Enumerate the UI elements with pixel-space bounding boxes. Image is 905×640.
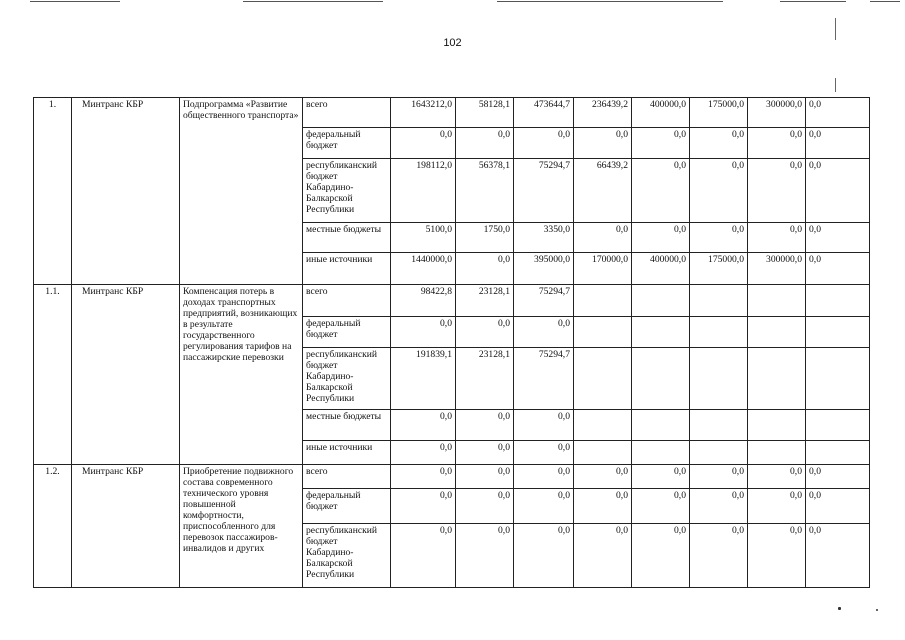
funding-source-cell: местные бюджеты (303, 410, 391, 441)
amount-cell: 0,0 (632, 128, 690, 159)
amount-cell: 0,0 (391, 465, 456, 489)
funding-source-cell: республиканский бюджет Кабардино-Балкарской Республики (303, 159, 391, 223)
amount-cell: 0,0 (748, 489, 806, 524)
amount-cell: 0,0 (806, 489, 870, 524)
amount-cell: 0,0 (632, 159, 690, 223)
amount-cell: 0,0 (806, 465, 870, 489)
funding-source-cell: республиканский бюджет Кабардино-Балкарской Республики (303, 524, 391, 588)
amount-cell (574, 441, 632, 465)
amount-cell: 0,0 (514, 410, 574, 441)
amount-cell (690, 348, 748, 410)
amount-cell: 98422,8 (391, 285, 456, 317)
executor-cell: Минтранс КБР (72, 465, 180, 588)
program-name-cell: Подпрограмма «Развитие общественного транспорта» (180, 98, 303, 285)
amount-cell: 23128,1 (456, 348, 514, 410)
amount-cell: 0,0 (514, 441, 574, 465)
scan-top-line (870, 1, 900, 2)
amount-cell: 0,0 (748, 524, 806, 588)
amount-cell: 0,0 (690, 223, 748, 253)
amount-cell: 0,0 (514, 317, 574, 348)
executor-cell: Минтранс КБР (72, 285, 180, 465)
amount-cell: 0,0 (391, 128, 456, 159)
amount-cell: 66439,2 (574, 159, 632, 223)
amount-cell (574, 317, 632, 348)
amount-cell: 0,0 (456, 253, 514, 285)
amount-cell: 0,0 (391, 410, 456, 441)
amount-cell: 23128,1 (456, 285, 514, 317)
amount-cell: 175000,0 (690, 253, 748, 285)
amount-cell (806, 348, 870, 410)
funding-source-cell: федеральный бюджет (303, 489, 391, 524)
amount-cell: 0,0 (456, 524, 514, 588)
amount-cell: 0,0 (456, 465, 514, 489)
amount-cell: 0,0 (456, 317, 514, 348)
scan-speck (838, 607, 841, 610)
amount-cell: 0,0 (456, 410, 514, 441)
amount-cell (632, 441, 690, 465)
amount-cell: 0,0 (574, 489, 632, 524)
amount-cell (748, 348, 806, 410)
item-number: 1.2. (34, 465, 72, 588)
scan-margin-mark (835, 78, 836, 92)
amount-cell (748, 317, 806, 348)
table-body (34, 98, 870, 588)
table-row (34, 465, 870, 489)
amount-cell: 0,0 (806, 159, 870, 223)
amount-cell: 0,0 (632, 524, 690, 588)
amount-cell (806, 285, 870, 317)
amount-cell (632, 317, 690, 348)
amount-cell: 0,0 (514, 489, 574, 524)
amount-cell (690, 285, 748, 317)
amount-cell: 175000,0 (690, 98, 748, 128)
amount-cell: 0,0 (748, 223, 806, 253)
amount-cell (806, 317, 870, 348)
amount-cell: 0,0 (574, 465, 632, 489)
funding-source-cell: федеральный бюджет (303, 128, 391, 159)
amount-cell: 0,0 (690, 159, 748, 223)
funding-table (33, 97, 870, 588)
item-number: 1.1. (34, 285, 72, 465)
funding-source-cell: местные бюджеты (303, 223, 391, 253)
amount-cell (632, 348, 690, 410)
funding-source-cell: всего (303, 98, 391, 128)
amount-cell: 400000,0 (632, 253, 690, 285)
amount-cell: 0,0 (632, 223, 690, 253)
funding-source-cell: республиканский бюджет Кабардино-Балкарской Республики (303, 348, 391, 410)
page-number: 102 (443, 37, 462, 49)
amount-cell: 0,0 (806, 524, 870, 588)
amount-cell: 0,0 (514, 524, 574, 588)
amount-cell: 0,0 (514, 128, 574, 159)
amount-cell: 0,0 (748, 159, 806, 223)
scan-top-line (497, 1, 723, 2)
amount-cell (748, 410, 806, 441)
amount-cell (632, 285, 690, 317)
amount-cell: 5100,0 (391, 223, 456, 253)
amount-cell: 75294,7 (514, 285, 574, 317)
amount-cell: 3350,0 (514, 223, 574, 253)
funding-source-cell: федеральный бюджет (303, 317, 391, 348)
amount-cell: 75294,7 (514, 348, 574, 410)
amount-cell: 0,0 (456, 441, 514, 465)
amount-cell: 0,0 (632, 465, 690, 489)
amount-cell: 0,0 (690, 489, 748, 524)
amount-cell (748, 285, 806, 317)
amount-cell (690, 317, 748, 348)
amount-cell: 0,0 (514, 465, 574, 489)
scan-top-line (243, 1, 383, 2)
table-row (34, 285, 870, 317)
scan-speck (876, 609, 878, 611)
amount-cell: 0,0 (574, 128, 632, 159)
amount-cell: 395000,0 (514, 253, 574, 285)
amount-cell: 170000,0 (574, 253, 632, 285)
item-number: 1. (34, 98, 72, 285)
funding-source-cell: иные источники (303, 441, 391, 465)
amount-cell: 0,0 (806, 128, 870, 159)
amount-cell: 236439,2 (574, 98, 632, 128)
amount-cell (632, 410, 690, 441)
amount-cell: 0,0 (391, 524, 456, 588)
amount-cell: 58128,1 (456, 98, 514, 128)
program-name-cell: Компенсация потерь в доходах транспортных предприятий, возникающих в результате государственного регулирования тарифов на пассажирские перевозки (180, 285, 303, 465)
amount-cell: 0,0 (391, 317, 456, 348)
amount-cell: 56378,1 (456, 159, 514, 223)
amount-cell: 0,0 (632, 489, 690, 524)
table-row (34, 98, 870, 128)
amount-cell (806, 441, 870, 465)
amount-cell: 0,0 (391, 489, 456, 524)
amount-cell (748, 441, 806, 465)
executor-cell: Минтранс КБР (72, 98, 180, 285)
scan-top-line (780, 1, 846, 2)
amount-cell (574, 410, 632, 441)
amount-cell: 300000,0 (748, 98, 806, 128)
amount-cell: 0,0 (748, 465, 806, 489)
amount-cell (690, 441, 748, 465)
amount-cell: 1750,0 (456, 223, 514, 253)
program-name-cell: Приобретение подвижного состава современного технического уровня повышенной комфортности, приспособленного для перевозок пассажиров-инвалидов и других (180, 465, 303, 588)
amount-cell: 0,0 (690, 524, 748, 588)
funding-source-cell: иные источники (303, 253, 391, 285)
amount-cell: 0,0 (391, 441, 456, 465)
amount-cell: 1440000,0 (391, 253, 456, 285)
amount-cell: 300000,0 (748, 253, 806, 285)
amount-cell: 0,0 (574, 223, 632, 253)
amount-cell: 473644,7 (514, 98, 574, 128)
amount-cell: 0,0 (456, 128, 514, 159)
amount-cell: 0,0 (806, 253, 870, 285)
amount-cell: 198112,0 (391, 159, 456, 223)
amount-cell: 0,0 (690, 465, 748, 489)
amount-cell: 191839,1 (391, 348, 456, 410)
amount-cell: 0,0 (690, 128, 748, 159)
funding-source-cell: всего (303, 465, 391, 489)
scan-top-line (30, 1, 120, 2)
amount-cell (690, 410, 748, 441)
amount-cell: 400000,0 (632, 98, 690, 128)
amount-cell: 75294,7 (514, 159, 574, 223)
amount-cell (806, 410, 870, 441)
amount-cell: 0,0 (806, 98, 870, 128)
funding-source-cell: всего (303, 285, 391, 317)
amount-cell: 0,0 (748, 128, 806, 159)
amount-cell (574, 348, 632, 410)
amount-cell: 0,0 (574, 524, 632, 588)
amount-cell: 0,0 (456, 489, 514, 524)
amount-cell: 0,0 (806, 223, 870, 253)
amount-cell (574, 285, 632, 317)
amount-cell: 1643212,0 (391, 98, 456, 128)
